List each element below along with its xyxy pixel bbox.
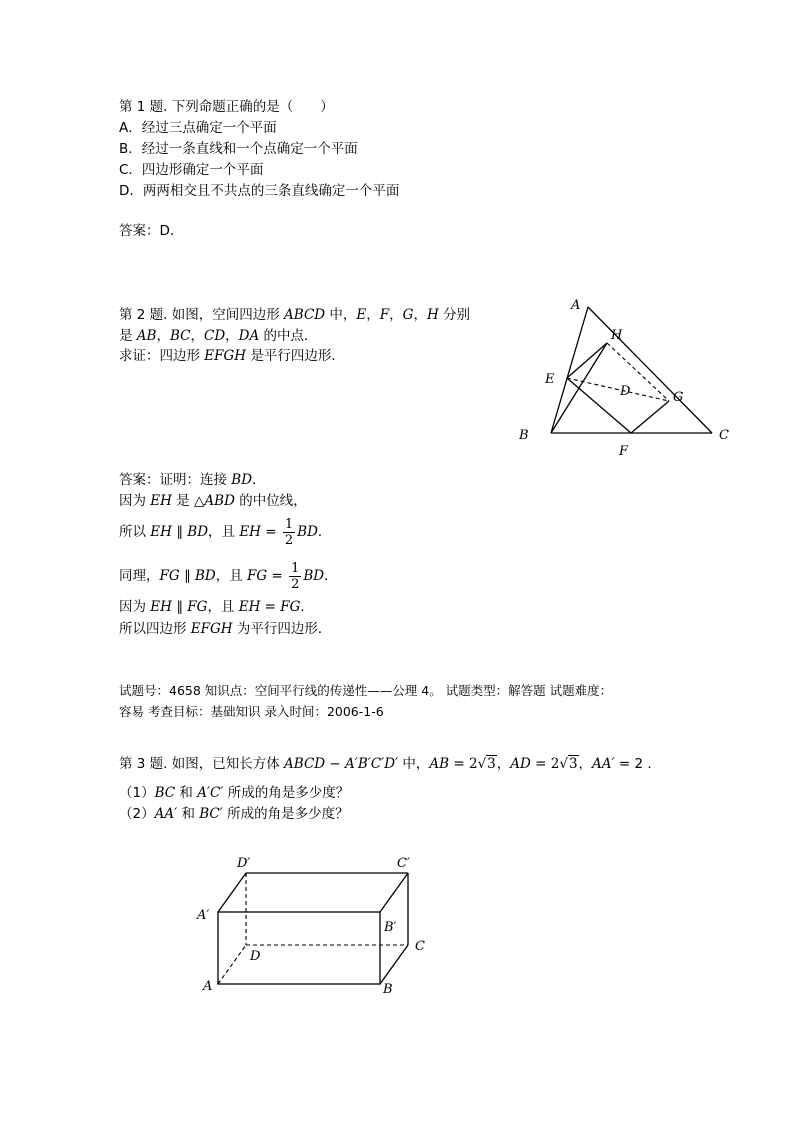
edge-ab: [551, 307, 588, 433]
q2-proof-line6: 所以四边形 EFGH 为平行四边形．: [119, 621, 332, 637]
label-A1: A′: [197, 908, 210, 923]
q2-proof-line3: 所以 EH ∥ BD，且 EH = $\frac{1}{2}$ BD．: [119, 516, 332, 548]
meta-line2: 容易 考查目标：基础知识 录入时间：2006-1-6: [119, 704, 384, 719]
q2-proof-line2: 因为 EH 是 △ABD 的中位线，: [119, 493, 307, 509]
edge-bc: [380, 945, 408, 984]
label-A: A: [571, 298, 581, 313]
q2-line3: 求证：四边形 EFGH 是平行四边形．: [119, 348, 345, 364]
label-D: D: [620, 384, 631, 399]
q2-proof-line5: 因为 EH ∥ FG，且 EH = FG．: [119, 599, 314, 615]
label-B: B: [383, 982, 393, 997]
label-E: E: [545, 372, 555, 387]
q3-line1: 第 3 题. 如图，已知长方体 ABCD − A′B′C′D′ 中，AB = 2√3，AD = 2√3，AA′ = 2 .: [119, 756, 652, 772]
label-H: H: [611, 328, 623, 343]
label-C: C: [415, 939, 425, 954]
q1-option-b: B．经过一条直线和一个点确定一个平面: [119, 141, 358, 157]
label-C1: C′: [397, 856, 410, 871]
fraction-half: $\frac{1}{2}$: [291, 560, 300, 592]
edge-ac: [588, 307, 712, 433]
edge-a1d1: [218, 873, 246, 912]
q1-title: 第 1 题. 下列命题正确的是（ ）: [119, 99, 334, 115]
label-D: D: [250, 949, 261, 964]
label-C: C: [719, 428, 729, 443]
label-A: A: [203, 979, 213, 994]
label-D1: D′: [237, 856, 251, 871]
label-G: G: [673, 390, 684, 405]
edge-eg-dashed: [567, 378, 669, 401]
q2-line2: 是 AB，BC，CD，DA 的中点．: [119, 328, 318, 344]
label-B: B: [519, 428, 529, 443]
label-F: F: [619, 444, 629, 459]
edge-b1c1: [380, 873, 408, 912]
q1-option-c: C．四边形确定一个平面: [119, 162, 264, 178]
q1-option-d: D．两两相交且不共点的三条直线确定一个平面: [119, 183, 400, 199]
q3-cuboid-figure: [190, 845, 440, 1000]
q3-sub2: （2）AA′ 和 BC′ 所成的角是多少度？: [119, 806, 349, 822]
q1-option-a: A．经过三点确定一个平面: [119, 120, 277, 136]
q1-answer: 答案：D．: [119, 223, 184, 239]
front-face: [218, 912, 380, 984]
q3-sub1: （1）BC 和 A′C′ 所成的角是多少度？: [119, 785, 350, 801]
edge-hg-dashed: [607, 343, 669, 401]
meta-line1: 试题号：4658 知识点：空间平行线的传递性——公理 4。 试题类型：解答题 试题难度：: [119, 683, 613, 698]
q2-tetrahedron-figure: [505, 290, 745, 460]
edge-eh: [567, 343, 607, 378]
label-B1: B′: [384, 920, 397, 935]
q2-proof-line4: 同理，FG ∥ BD，且 FG = $\frac{1}{2}$ BD．: [119, 560, 338, 592]
q2-proof-line1: 答案：证明：连接 BD．: [119, 472, 266, 488]
edge-ad-dashed: [218, 945, 246, 984]
fraction-half: $\frac{1}{2}$: [284, 516, 294, 548]
edge-fg: [631, 401, 669, 433]
q2-line1: 第 2 题. 如图，空间四边形 ABCD 中，E，F，G，H 分别: [119, 307, 471, 323]
